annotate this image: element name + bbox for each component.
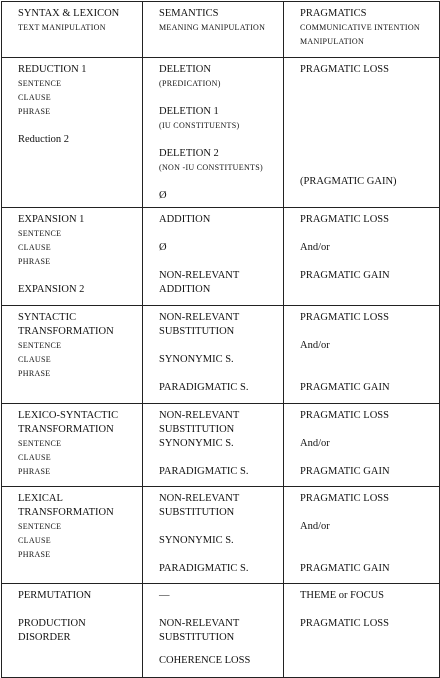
- cell-text: TRANSFORMATION: [18, 326, 114, 337]
- cell-semantics: [143, 404, 284, 487]
- cell-text: PERMUTATION: [18, 590, 92, 601]
- cell-text: COHERENCE LOSS: [159, 655, 251, 666]
- header-cell-pragmatics: [284, 2, 440, 58]
- cell-semantics: [143, 306, 284, 404]
- cell-text: PHRASE: [18, 369, 51, 378]
- cell-text: PRAGMATIC GAIN: [300, 466, 390, 477]
- cell-content: [159, 213, 279, 297]
- cell-text: ADDITION: [159, 214, 211, 225]
- cell-semantics: [143, 584, 284, 678]
- cell-content: [159, 311, 279, 395]
- cell-text: DISORDER: [18, 632, 71, 643]
- cell-text: PRAGMATIC GAIN: [300, 382, 390, 393]
- header-semantics-subtitle: MEANING MANIPULATION: [159, 23, 266, 32]
- cell-text: SYNONYMIC S.: [159, 438, 234, 449]
- header-syntax-title: SYNTAX & LEXICON: [18, 8, 120, 19]
- cell-text: Ø: [159, 190, 167, 201]
- cell-text: NON-RELEVANT: [159, 312, 240, 323]
- cell-text: And/or: [300, 438, 330, 449]
- cell-text: TRANSFORMATION: [18, 507, 114, 518]
- cell-text: Ø: [159, 242, 167, 253]
- cell-text: PRAGMATIC LOSS: [300, 410, 389, 421]
- cell-text: NON-RELEVANT: [159, 270, 240, 281]
- cell-syntax: [2, 306, 143, 404]
- cell-text: PHRASE: [18, 467, 51, 476]
- cell-text: PARADIGMATIC S.: [159, 466, 249, 477]
- cell-syntax: [2, 584, 143, 678]
- cell-text: SYNTACTIC: [18, 312, 77, 323]
- table-row-lexico-syntactic-transformation: [2, 404, 440, 487]
- header-pragmatics-subtitle-2: MANIPULATION: [300, 37, 365, 46]
- cell-text: SENTENCE: [18, 341, 62, 350]
- cell-syntax: [2, 487, 143, 584]
- cell-text: SUBSTITUTION: [159, 326, 235, 337]
- cell-content: [18, 492, 138, 562]
- cell-semantics: [143, 58, 284, 208]
- table-row-expansion: [2, 208, 440, 306]
- cell-pragmatics: [284, 584, 440, 678]
- cell-text: THEME or FOCUS: [300, 590, 385, 601]
- cell-pragmatics: [284, 487, 440, 584]
- cell-text: PARADIGMATIC S.: [159, 563, 249, 574]
- table-row-syntactic-transformation: [2, 306, 440, 404]
- cell-text: CLAUSE: [18, 93, 51, 102]
- table-row-permutation: [2, 584, 440, 678]
- cell-text: (NON -IU CONSTITUENTS): [159, 163, 263, 172]
- cell-content: [300, 492, 435, 576]
- cell-text: SUBSTITUTION: [159, 507, 235, 518]
- classification-table: [1, 1, 440, 678]
- cell-text: PRAGMATIC LOSS: [300, 64, 389, 75]
- cell-text: NON-RELEVANT: [159, 410, 240, 421]
- cell-text: DELETION 1: [159, 106, 219, 117]
- cell-content: [18, 589, 138, 645]
- cell-text: CLAUSE: [18, 453, 51, 462]
- header-row: [2, 2, 440, 58]
- header-cell-semantics: [143, 2, 284, 58]
- cell-content: [159, 589, 279, 668]
- cell-text: PRAGMATIC GAIN: [300, 270, 390, 281]
- cell-text: (PRAGMATIC GAIN): [300, 176, 397, 187]
- cell-text: EXPANSION 2: [18, 284, 85, 295]
- cell-text: PRAGMATIC LOSS: [300, 493, 389, 504]
- cell-text: ADDITION: [159, 284, 211, 295]
- header-pragmatics-subtitle-1: COMMUNICATIVE INTENTION: [300, 23, 420, 32]
- cell-semantics: [143, 208, 284, 306]
- cell-syntax: [2, 58, 143, 208]
- cell-text: And/or: [300, 340, 330, 351]
- cell-text: SYNONYMIC S.: [159, 354, 234, 365]
- cell-pragmatics: [284, 404, 440, 487]
- cell-text: EXPANSION 1: [18, 214, 85, 225]
- cell-content: [159, 492, 279, 576]
- cell-content: [300, 213, 435, 283]
- cell-text: CLAUSE: [18, 355, 51, 364]
- cell-text: NON-RELEVANT: [159, 618, 240, 629]
- cell-text: PRAGMATIC LOSS: [300, 214, 389, 225]
- cell-content: [18, 409, 138, 479]
- cell-text: NON-RELEVANT: [159, 493, 240, 504]
- cell-text: DELETION 2: [159, 148, 219, 159]
- cell-text: PRAGMATIC LOSS: [300, 618, 389, 629]
- cell-text: LEXICO-SYNTACTIC: [18, 410, 119, 421]
- cell-text: PRODUCTION: [18, 618, 86, 629]
- cell-syntax: [2, 208, 143, 306]
- table-body: [2, 2, 440, 678]
- cell-text: REDUCTION 1: [18, 64, 87, 75]
- cell-text: SENTENCE: [18, 439, 62, 448]
- cell-text: SENTENCE: [18, 229, 62, 238]
- cell-text: SENTENCE: [18, 522, 62, 531]
- cell-syntax: [2, 404, 143, 487]
- cell-text: And/or: [300, 521, 330, 532]
- cell-content: [18, 63, 138, 147]
- cell-text: And/or: [300, 242, 330, 253]
- cell-text: SYNONYMIC S.: [159, 535, 234, 546]
- cell-content: [300, 63, 435, 189]
- cell-content: [159, 63, 279, 203]
- cell-text: (PREDICATION): [159, 79, 221, 88]
- cell-pragmatics: [284, 208, 440, 306]
- cell-text: DELETION: [159, 64, 211, 75]
- header-pragmatics-title: PRAGMATICS: [300, 8, 367, 19]
- cell-semantics: [143, 487, 284, 584]
- cell-text: (IU CONSTITUENTS): [159, 121, 240, 130]
- header-syntax-subtitle: TEXT MANIPULATION: [18, 23, 106, 32]
- cell-text: CLAUSE: [18, 536, 51, 545]
- cell-pragmatics: [284, 58, 440, 208]
- cell-text: —: [159, 590, 170, 601]
- cell-text: SUBSTITUTION: [159, 424, 235, 435]
- cell-text: PHRASE: [18, 107, 51, 116]
- cell-content: [300, 589, 435, 631]
- cell-text: PHRASE: [18, 257, 51, 266]
- cell-text: Reduction 2: [18, 134, 70, 145]
- header-cell-syntax: [2, 2, 143, 58]
- cell-content: [300, 409, 435, 479]
- cell-content: [18, 213, 138, 297]
- cell-content: [300, 311, 435, 395]
- table-row-lexical-transformation: [2, 487, 440, 584]
- cell-text: PHRASE: [18, 550, 51, 559]
- table-row-reduction: [2, 58, 440, 208]
- cell-content: [18, 311, 138, 381]
- cell-text: CLAUSE: [18, 243, 51, 252]
- cell-content: [159, 409, 279, 479]
- cell-text: PRAGMATIC LOSS: [300, 312, 389, 323]
- cell-text: TRANSFORMATION: [18, 424, 114, 435]
- cell-text: PRAGMATIC GAIN: [300, 563, 390, 574]
- cell-text: SUBSTITUTION: [159, 632, 235, 643]
- cell-text: PARADIGMATIC S.: [159, 382, 249, 393]
- cell-text: LEXICAL: [18, 493, 63, 504]
- cell-text: SENTENCE: [18, 79, 62, 88]
- header-semantics-title: SEMANTICS: [159, 8, 219, 19]
- cell-pragmatics: [284, 306, 440, 404]
